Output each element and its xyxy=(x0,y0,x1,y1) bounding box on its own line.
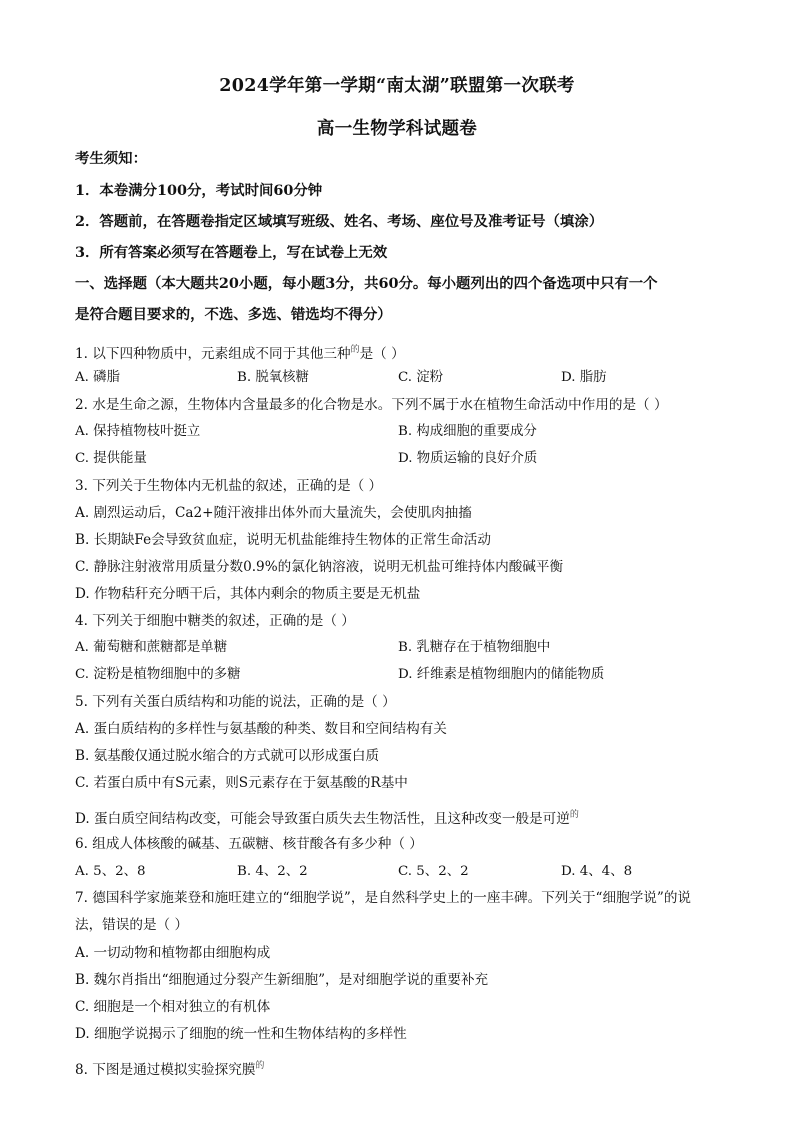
question-7-stem-line-2: 法，错误的是（ ） xyxy=(75,917,189,933)
q1-option-c: C. 淀粉 xyxy=(398,370,444,385)
question-6-stem: 6. 组成人体核酸的碱基、五碳糖、核苷酸各有多少种（ ） xyxy=(75,836,423,852)
q5-option-d xyxy=(75,806,579,828)
q4-option-c: C. 淀粉是植物细胞中的多糖 xyxy=(75,667,241,682)
q7-option-a: A. 一切动物和植物都由细胞构成 xyxy=(75,945,271,961)
question-2-stem: 2. 水是生命之源，生物体内含量最多的化合物是水。下列不属于水在植物生命活动中作用的是（ ） xyxy=(75,397,668,413)
q1-option-b: B. 脱氧核糖 xyxy=(237,370,309,385)
notice-item-2: 2．答题前，在答题卷指定区域填写班级、姓名、考场、座位号及准考证号（填涂） xyxy=(75,213,604,230)
q3-option-d: D. 作物秸秆充分晒干后，其体内剩余的物质主要是无机盐 xyxy=(75,586,421,602)
q1-option-d: D. 脂肪 xyxy=(561,370,607,385)
question-4-stem: 4. 下列关于细胞中糖类的叙述，正确的是（ ） xyxy=(75,613,355,629)
question-8-stem xyxy=(75,1057,264,1079)
notice-item-1: 1．本卷满分100分，考试时间60分钟 xyxy=(75,182,323,199)
question-1-sup: 的 xyxy=(350,345,360,355)
q6-option-d: D. 4、4、8 xyxy=(561,864,633,879)
q2-option-d: D. 物质运输的良好介质 xyxy=(398,451,538,466)
notice-item-3: 3．所有答案必须写在答题卷上，写在试卷上无效 xyxy=(75,244,388,261)
q3-option-a: A. 剧烈运动后，Ca2+随汗液排出体外而大量流失，会使肌肉抽搐 xyxy=(75,505,472,521)
q5-option-d-text: D. 蛋白质空间结构改变，可能会导致蛋白质失去生物活性，且这种改变一般是可逆 xyxy=(75,811,570,827)
q4-option-a: A. 葡萄糖和蔗糖都是单糖 xyxy=(75,640,228,655)
question-1-text-end: 是（ ） xyxy=(359,346,405,362)
question-1-stem xyxy=(75,341,405,363)
section-heading-line-1: 一、选择题（本大题共20小题，每小题3分，共60分。每小题列出的四个备选项中只有一个 xyxy=(75,275,658,292)
q5-option-b: B. 氨基酸仅通过脱水缩合的方式就可以形成蛋白质 xyxy=(75,748,380,764)
q5-option-d-sup: 的 xyxy=(569,810,579,820)
q1-option-a: A. 磷脂 xyxy=(75,370,120,385)
exam-subtitle: 高一生物学科试题卷 xyxy=(316,119,478,139)
question-5-stem: 5. 下列有关蛋白质结构和功能的说法，正确的是（ ） xyxy=(75,694,396,710)
section-heading-line-2: 是符合题目要求的，不选、多选、错选均不得分） xyxy=(75,306,392,323)
q3-option-c: C. 静脉注射液常用质量分数0.9%的氯化钠溶液，说明无机盐可维持体内酸碱平衡 xyxy=(75,559,564,575)
q7-option-c: C. 细胞是一个相对独立的有机体 xyxy=(75,999,271,1015)
q7-option-b: B. 魏尔肖指出“细胞通过分裂产生新细胞”，是对细胞学说的重要补充 xyxy=(75,972,489,988)
question-7-stem-line-1: 7. 德国科学家施莱登和施旺建立的“细胞学说”，是自然科学史上的一座丰碑。下列关于“细胞学说”的说 xyxy=(75,890,692,906)
notice-heading: 考生须知： xyxy=(75,150,147,167)
q2-option-c: C. 提供能量 xyxy=(75,451,147,466)
question-1-text: 1. 以下四种物质中，元素组成不同于其他三种 xyxy=(75,346,351,362)
q6-option-b: B. 4、2、2 xyxy=(237,864,308,879)
q5-option-c: C. 若蛋白质中有S元素，则S元素存在于氨基酸的R基中 xyxy=(75,775,408,791)
q6-option-a: A. 5、2、8 xyxy=(75,864,146,879)
q3-option-b: B. 长期缺Fe会导致贫血症，说明无机盐能维持生物体的正常生命活动 xyxy=(75,532,491,548)
q4-option-b: B. 乳糖存在于植物细胞中 xyxy=(398,640,551,655)
q2-option-a: A. 保持植物枝叶挺立 xyxy=(75,424,201,439)
q2-option-b: B. 构成细胞的重要成分 xyxy=(398,424,537,439)
q5-option-a: A. 蛋白质结构的多样性与氨基酸的种类、数目和空间结构有关 xyxy=(75,721,447,737)
q6-option-c: C. 5、2、2 xyxy=(398,864,469,879)
question-8-text: 8. 下图是通过模拟实验探究膜 xyxy=(75,1062,256,1078)
exam-title: 2024学年第一学期“南太湖”联盟第一次联考 xyxy=(219,76,575,96)
q4-option-d: D. 纤维素是植物细胞内的储能物质 xyxy=(398,667,605,682)
question-8-sup: 的 xyxy=(255,1061,265,1071)
q7-option-d: D. 细胞学说揭示了细胞的统一性和生物体结构的多样性 xyxy=(75,1026,407,1042)
question-3-stem: 3. 下列关于生物体内无机盐的叙述，正确的是（ ） xyxy=(75,478,383,494)
